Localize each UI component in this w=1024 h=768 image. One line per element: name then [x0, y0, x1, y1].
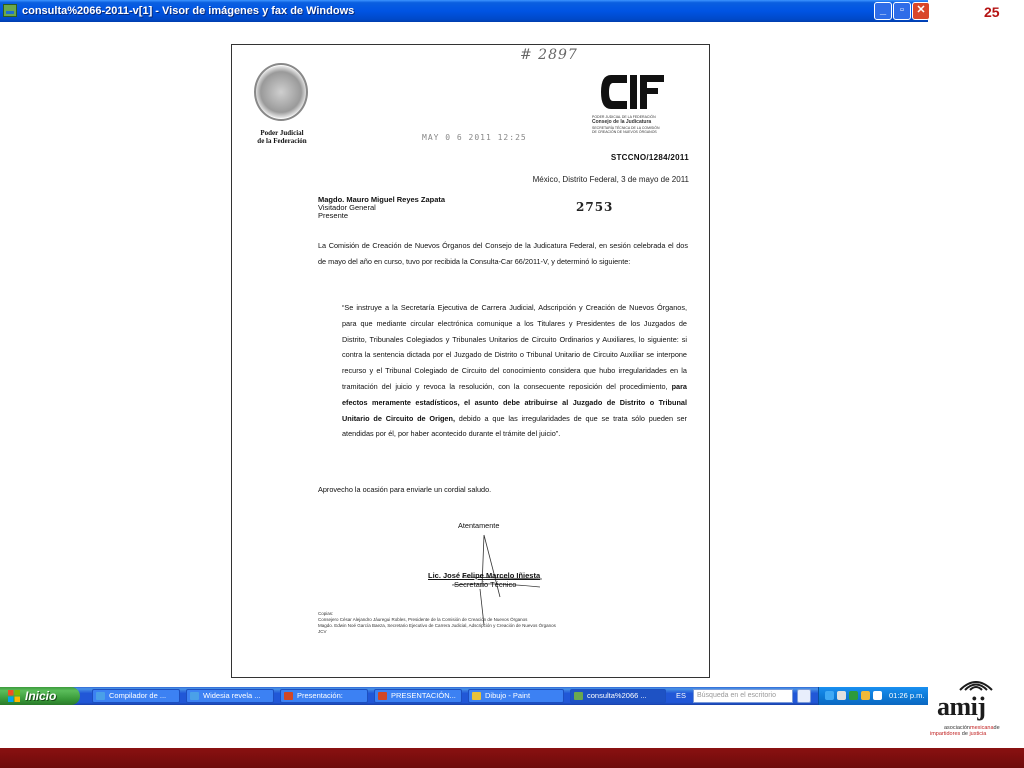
window-title: consulta%2066-2011-v[1] - Visor de imágenes y fax de Windows [22, 5, 355, 17]
close-button[interactable]: ✕ [912, 2, 930, 20]
ie-icon [190, 692, 199, 700]
image-viewer-icon [3, 4, 17, 17]
quoted-resolution [342, 300, 687, 442]
start-button[interactable] [0, 687, 80, 705]
image-viewer-icon [574, 692, 583, 700]
taskbar-item[interactable] [374, 689, 462, 703]
quote-emphasis: para efectos meramente estadísticos, el asunto debe atribuirse al Juzgado de Distrito o Tribunal Unitario de Circuito de Origen, [342, 381, 687, 423]
quote-text: debido a que las irregularidades de que se trata sólo pueden ser atendidas por él, por haber acontecido durante el trámite del juicio”. [342, 413, 687, 439]
powerpoint-icon [284, 692, 293, 700]
handwritten-folio: 2753 [576, 200, 614, 214]
network-icon[interactable] [837, 691, 846, 700]
image-viewport[interactable] [0, 22, 928, 687]
brand-wordmark: amij [937, 692, 986, 721]
taskbar-item-label: Presentación: [297, 691, 343, 700]
minimize-button[interactable]: _ [874, 2, 892, 20]
received-stamp: MAY 0 6 2011 12:25 [422, 133, 527, 142]
handwritten-note: # 2897 [520, 47, 578, 63]
taskbar-item-label: consulta%2066 ... [587, 691, 647, 700]
taskbar-item[interactable] [92, 689, 180, 703]
cjf-caption: PODER JUDICIAL DE LA FEDERACIÓN [592, 115, 656, 119]
system-tray [818, 687, 928, 705]
desktop-search-input[interactable]: Búsqueda en el escritorio [693, 689, 793, 703]
cjf-logo-block [592, 71, 672, 139]
tagline-part: asociación [944, 725, 970, 731]
reference-number: STCCNO/1284/2011 [610, 153, 689, 162]
paint-icon [472, 692, 481, 700]
tagline-part: justicia [969, 731, 987, 737]
taskbar-item-label: PRESENTACIÓN... [391, 691, 456, 700]
cjf-logo-icon [597, 71, 667, 113]
date-line: México, Distrito Federal, 3 de mayo de 2011 [532, 175, 689, 184]
quote-text: “Se instruye a la Secretaría Ejecutiva de Carrera Judicial, Adscripción y Creación de Nuevos Órganos, para que mediante circular electrónica comunique a los Titulares y Presidentes de los Juzgados de Distrito, Tribunales Colegiados y Tribunales Unitarios de Circuito Ordinarios y Auxiliares, lo siguiente: si contra la sentencia dictada por el Juzgado de Distrito o Tribunal Unitario de Circuito Auxiliar se interpone recurso y el Tribunal Colegiado de Circuito del conocimiento considera que hubo irregularidades en la tramitación del juicio y revoca la resolución, con la consecuente reposición del procedimiento, [342, 303, 687, 391]
taskbar [0, 687, 928, 705]
messenger-icon[interactable] [861, 691, 870, 700]
taskbar-item[interactable] [468, 689, 564, 703]
copy-line: JCV [318, 629, 327, 634]
clock: 01:26 p.m. [889, 691, 925, 700]
powerpoint-icon [378, 692, 387, 700]
windows-logo-icon [8, 690, 20, 702]
header-line: Poder Judicial [260, 129, 304, 137]
back-arrow-icon[interactable] [825, 691, 834, 700]
recipient-salutation: Presente [318, 211, 349, 220]
taskbar-item-label: Dibujo - Paint [485, 691, 531, 700]
signer-name: Lic. José Felipe Marcelo Iñiesta [428, 571, 541, 580]
language-indicator[interactable]: ES [676, 691, 687, 700]
recipient-name: Magdo. Mauro Miguel Reyes Zapata [318, 195, 446, 204]
document-page [231, 44, 710, 678]
cjf-caption: SECRETARÍA TÉCNICA DE LA COMISIÓN [592, 126, 660, 130]
cjf-caption: Consejo de la Judicatura [592, 119, 652, 125]
tagline-part: de [993, 725, 1000, 731]
tagline-part: impartidores [930, 731, 961, 737]
title-bar[interactable] [0, 0, 928, 22]
maximize-button[interactable]: ▫ [893, 2, 911, 20]
taskbar-item[interactable] [280, 689, 368, 703]
recipient-role: Visitador General [318, 203, 376, 212]
signer-role: Secretario Técnico [454, 580, 517, 589]
security-icon[interactable] [849, 691, 858, 700]
search-icon[interactable] [797, 689, 811, 703]
footer-band [0, 748, 1024, 768]
tagline-part: mexicana [970, 725, 994, 731]
slide-number: 25 [984, 4, 1000, 20]
copy-line: Consejero César Alejandro Jáuregui Robles, Presidente de la Comisión de Creación de Nuevos Órganos [318, 617, 528, 622]
copy-line: Magdo. Edwin Noé García Baeza, Secretario Ejecutivo de Carrera Judicial, Adscripción y Creación de Nuevos Órganos [318, 623, 556, 628]
tagline-part: de [961, 731, 968, 737]
cjf-caption: DE CREACIÓN DE NUEVOS ÓRGANOS [592, 130, 657, 134]
start-label: Inicio [25, 689, 57, 703]
header-line: de la Federación [257, 137, 307, 145]
body-paragraph: La Comisión de Creación de Nuevos Órganos del Consejo de la Judicatura Federal, en sesión celebrada el dos de mayo del año en curso, tuvo por recibida la Consulta-Car 66/2011-V, y determinó lo siguiente: [318, 241, 688, 266]
ie-icon [96, 692, 105, 700]
copy-line: Copias: [318, 611, 334, 616]
taskbar-item-label: Widesia revela ... [203, 691, 261, 700]
sign-off: Atentamente [458, 521, 500, 530]
amij-arc-icon [958, 670, 994, 692]
amij-logo [930, 668, 1020, 740]
taskbar-item-label: Compilador de ... [109, 691, 167, 700]
brand-tagline [930, 731, 986, 737]
volume-icon[interactable] [873, 691, 882, 700]
mexico-seal-icon [254, 63, 308, 121]
taskbar-item[interactable] [186, 689, 274, 703]
taskbar-item-active[interactable] [570, 689, 666, 703]
closing-line: Aprovecho la ocasión para enviarle un cordial saludo. [318, 485, 492, 494]
